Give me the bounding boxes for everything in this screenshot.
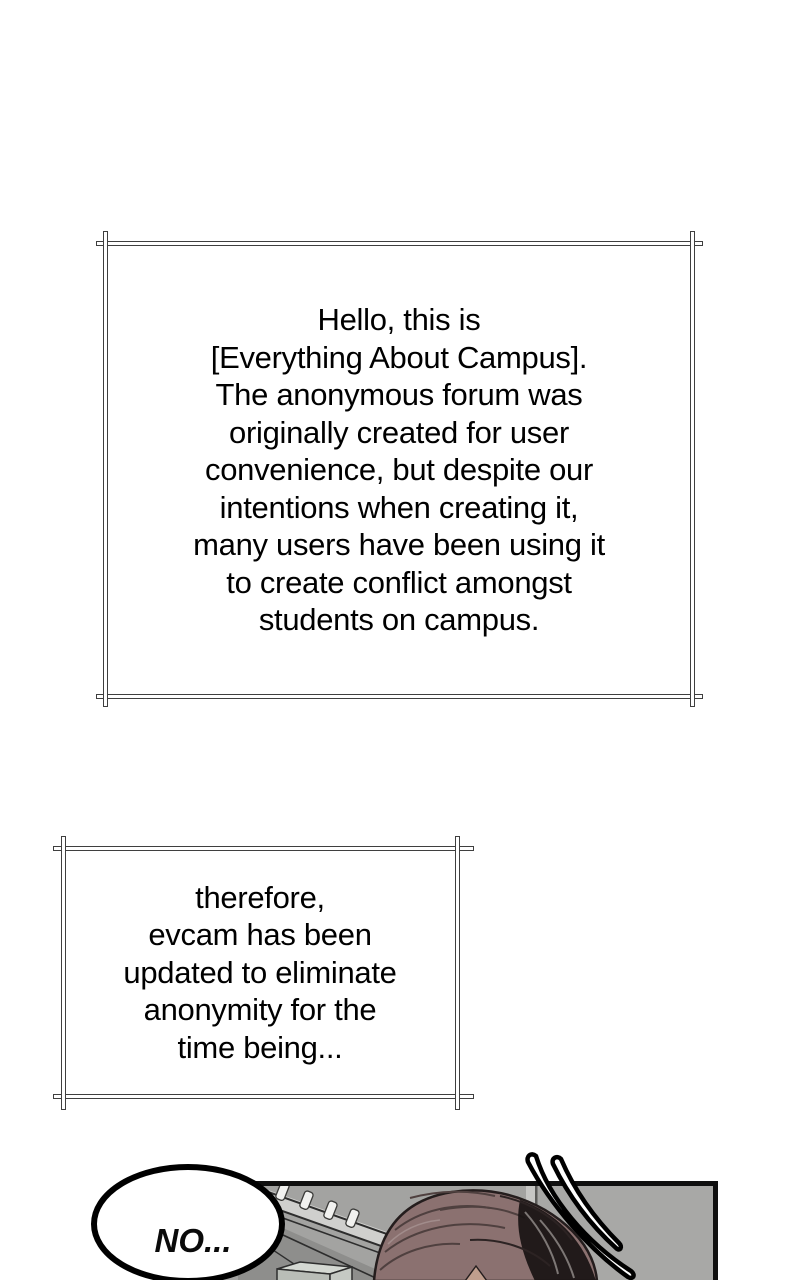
announcement-line: convenience, but despite our [205,452,593,488]
announcement-line: The anonymous forum was [215,377,583,413]
announcement-line: therefore, [195,879,325,915]
announcement-line: originally created for user [229,414,569,450]
announcement-line: time being... [177,1029,343,1065]
frame-line [96,694,703,699]
announcement-line: anonymity for the [143,992,377,1028]
announcement-line: Hello, this is [317,302,481,338]
announcement-line: to create conflict amongst [226,564,572,600]
announcement-text-2 [61,851,459,1094]
announcement-text-1 [103,246,695,694]
announcement-line: intentions when creating it, [219,489,579,525]
speech-bubble-text: NO... [154,1222,232,1259]
frame-line [53,1094,474,1099]
announcement-line: [Everything About Campus]. [210,339,588,375]
announcement-line: many users have been using it [193,527,605,563]
announcement-line: students on campus. [258,602,540,638]
comic-panel [0,1150,800,1280]
announcement-line: evcam has been [148,917,372,953]
announcement-line: updated to eliminate [123,954,397,990]
